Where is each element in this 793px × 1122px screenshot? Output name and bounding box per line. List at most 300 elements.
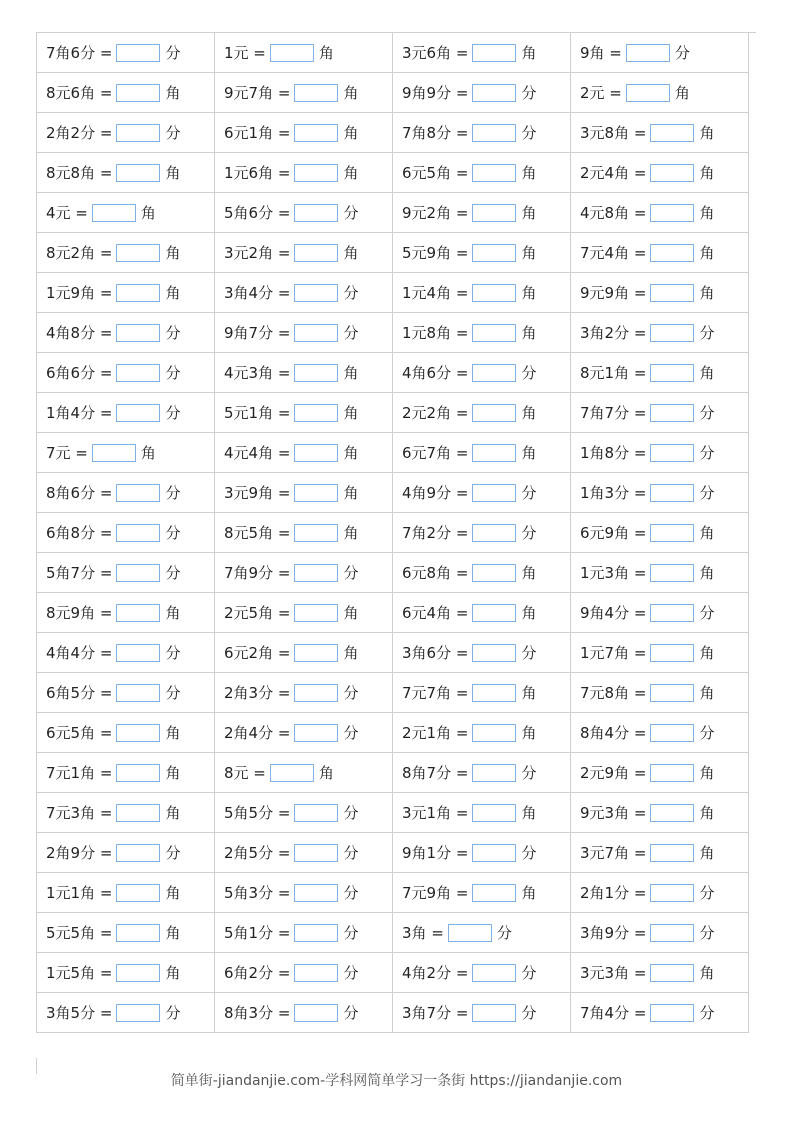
answer-box[interactable]: [650, 364, 694, 382]
answer-unit: 角: [521, 684, 537, 702]
answer-box[interactable]: [472, 284, 516, 302]
exercise-expression: 9元7角 =: [224, 84, 291, 102]
exercise-expression: 3角2分 =: [580, 324, 647, 342]
exercise-cell: [215, 153, 393, 193]
exercise-expression: 1元 =: [224, 44, 266, 62]
exercise-cell: [571, 393, 749, 433]
exercise-cell: [215, 393, 393, 433]
answer-box[interactable]: [472, 164, 516, 182]
answer-box[interactable]: [116, 844, 160, 862]
answer-box[interactable]: [294, 884, 338, 902]
exercise-cell: [393, 313, 571, 353]
answer-unit: 角: [521, 244, 537, 262]
answer-box[interactable]: [294, 524, 338, 542]
answer-unit: 角: [699, 844, 715, 862]
exercise-cell: [393, 713, 571, 753]
answer-unit: 分: [699, 724, 715, 742]
exercise-expression: 4角4分 =: [46, 644, 113, 662]
exercise-cell: [37, 273, 215, 313]
exercise-expression: 9角7分 =: [224, 324, 291, 342]
answer-box[interactable]: [472, 524, 516, 542]
answer-box[interactable]: [650, 684, 694, 702]
exercise-cell: [393, 433, 571, 473]
answer-box[interactable]: [294, 244, 338, 262]
exercise-cell: [215, 273, 393, 313]
exercise-cell: [37, 793, 215, 833]
answer-unit: 分: [165, 44, 181, 62]
exercise-row: [37, 153, 749, 193]
answer-unit: 角: [521, 164, 537, 182]
exercise-expression: 1元4角 =: [402, 284, 469, 302]
exercise-expression: 3角7分 =: [402, 1004, 469, 1022]
answer-box[interactable]: [650, 324, 694, 342]
answer-unit: 角: [699, 364, 715, 382]
exercise-cell: [37, 193, 215, 233]
exercise-expression: 8元8角 =: [46, 164, 113, 182]
answer-box[interactable]: [472, 604, 516, 622]
answer-unit: 角: [343, 444, 359, 462]
answer-unit: 分: [521, 364, 537, 382]
answer-box[interactable]: [650, 884, 694, 902]
answer-box[interactable]: [294, 924, 338, 942]
exercise-expression: 7元3角 =: [46, 804, 113, 822]
answer-box[interactable]: [294, 84, 338, 102]
answer-box[interactable]: [650, 164, 694, 182]
answer-unit: 角: [165, 924, 181, 942]
answer-box[interactable]: [116, 804, 160, 822]
answer-box[interactable]: [472, 124, 516, 142]
exercise-cell: [393, 833, 571, 873]
answer-box[interactable]: [116, 364, 160, 382]
answer-box[interactable]: [650, 404, 694, 422]
exercise-expression: 8角3分 =: [224, 1004, 291, 1022]
exercise-expression: 2角4分 =: [224, 724, 291, 742]
exercise-expression: 2元4角 =: [580, 164, 647, 182]
answer-box[interactable]: [270, 764, 314, 782]
exercise-row: [37, 753, 749, 793]
exercise-expression: 7元1角 =: [46, 764, 113, 782]
answer-box[interactable]: [650, 244, 694, 262]
answer-unit: 分: [699, 404, 715, 422]
exercise-expression: 7角9分 =: [224, 564, 291, 582]
answer-box[interactable]: [116, 404, 160, 422]
answer-unit: 分: [521, 84, 537, 102]
answer-box[interactable]: [294, 444, 338, 462]
answer-box[interactable]: [294, 804, 338, 822]
answer-unit: 分: [521, 964, 537, 982]
exercise-cell: [393, 593, 571, 633]
exercise-cell: [571, 273, 749, 313]
answer-box[interactable]: [650, 204, 694, 222]
answer-unit: 角: [165, 764, 181, 782]
exercise-expression: 8角4分 =: [580, 724, 647, 742]
answer-box[interactable]: [472, 324, 516, 342]
exercise-cell: [393, 233, 571, 273]
answer-unit: 角: [521, 884, 537, 902]
answer-box[interactable]: [472, 724, 516, 742]
answer-unit: 分: [699, 1004, 715, 1022]
exercise-expression: 1元9角 =: [46, 284, 113, 302]
answer-unit: 分: [699, 884, 715, 902]
answer-unit: 角: [699, 284, 715, 302]
exercise-expression: 8元6角 =: [46, 84, 113, 102]
answer-box[interactable]: [116, 44, 160, 62]
answer-unit: 分: [165, 524, 181, 542]
answer-unit: 分: [343, 204, 359, 222]
exercise-expression: 5元1角 =: [224, 404, 291, 422]
exercise-cell: [571, 713, 749, 753]
answer-box[interactable]: [294, 124, 338, 142]
answer-box[interactable]: [294, 324, 338, 342]
answer-unit: 角: [521, 204, 537, 222]
answer-box[interactable]: [472, 1004, 516, 1022]
answer-unit: 角: [521, 324, 537, 342]
answer-unit: 角: [699, 204, 715, 222]
exercise-cell: [215, 313, 393, 353]
answer-unit: 角: [521, 564, 537, 582]
exercise-expression: 3元8角 =: [580, 124, 647, 142]
exercise-expression: 3元2角 =: [224, 244, 291, 262]
answer-unit: 分: [343, 1004, 359, 1022]
answer-box[interactable]: [116, 524, 160, 542]
exercise-expression: 3角9分 =: [580, 924, 647, 942]
answer-unit: 分: [343, 564, 359, 582]
exercise-expression: 2元2角 =: [402, 404, 469, 422]
exercise-cell: [215, 633, 393, 673]
exercise-cell: [393, 553, 571, 593]
answer-box[interactable]: [116, 764, 160, 782]
answer-box[interactable]: [650, 604, 694, 622]
answer-box[interactable]: [116, 484, 160, 502]
exercise-expression: 3元9角 =: [224, 484, 291, 502]
exercise-expression: 7元9角 =: [402, 884, 469, 902]
exercise-expression: 9角 =: [580, 44, 622, 62]
answer-box[interactable]: [116, 964, 160, 982]
answer-box[interactable]: [116, 604, 160, 622]
answer-box[interactable]: [472, 684, 516, 702]
exercise-expression: 1角3分 =: [580, 484, 647, 502]
exercise-expression: 4角6分 =: [402, 364, 469, 382]
exercise-expression: 8元2角 =: [46, 244, 113, 262]
answer-box[interactable]: [92, 204, 136, 222]
exercise-cell: [37, 353, 215, 393]
exercise-cell: [215, 593, 393, 633]
answer-unit: 角: [165, 884, 181, 902]
answer-unit: 角: [140, 444, 156, 462]
exercise-expression: 5角3分 =: [224, 884, 291, 902]
exercise-cell: [393, 273, 571, 313]
exercise-expression: 7角7分 =: [580, 404, 647, 422]
exercise-expression: 5角5分 =: [224, 804, 291, 822]
exercise-cell: [215, 833, 393, 873]
exercise-cell: [571, 513, 749, 553]
answer-box[interactable]: [116, 564, 160, 582]
exercise-expression: 5元9角 =: [402, 244, 469, 262]
exercise-table-body: [37, 33, 749, 1033]
exercise-row: [37, 713, 749, 753]
exercise-cell: [37, 393, 215, 433]
exercise-cell: [571, 353, 749, 393]
answer-box[interactable]: [92, 444, 136, 462]
answer-box[interactable]: [472, 84, 516, 102]
exercise-cell: [571, 833, 749, 873]
exercise-row: [37, 953, 749, 993]
exercise-cell: [37, 113, 215, 153]
answer-box[interactable]: [294, 564, 338, 582]
answer-unit: 分: [165, 684, 181, 702]
exercise-cell: [571, 953, 749, 993]
answer-unit: 分: [521, 124, 537, 142]
exercise-cell: [393, 153, 571, 193]
answer-box[interactable]: [650, 804, 694, 822]
exercise-table: [36, 32, 749, 1033]
answer-box[interactable]: [472, 564, 516, 582]
exercise-expression: 2角9分 =: [46, 844, 113, 862]
answer-box[interactable]: [116, 884, 160, 902]
exercise-expression: 3元3角 =: [580, 964, 647, 982]
answer-box[interactable]: [116, 124, 160, 142]
answer-box[interactable]: [472, 964, 516, 982]
answer-box[interactable]: [116, 284, 160, 302]
answer-box[interactable]: [294, 164, 338, 182]
exercise-expression: 3角5分 =: [46, 1004, 113, 1022]
answer-unit: 分: [343, 284, 359, 302]
exercise-expression: 7角2分 =: [402, 524, 469, 542]
exercise-expression: 7元4角 =: [580, 244, 647, 262]
exercise-cell: [393, 753, 571, 793]
answer-box[interactable]: [650, 284, 694, 302]
answer-box[interactable]: [650, 484, 694, 502]
answer-box[interactable]: [650, 764, 694, 782]
answer-box[interactable]: [294, 684, 338, 702]
answer-box[interactable]: [294, 404, 338, 422]
exercise-cell: [215, 113, 393, 153]
exercise-cell: [37, 473, 215, 513]
exercise-expression: 9角4分 =: [580, 604, 647, 622]
answer-unit: 角: [699, 804, 715, 822]
answer-unit: 角: [165, 804, 181, 822]
exercise-row: [37, 313, 749, 353]
exercise-expression: 5角7分 =: [46, 564, 113, 582]
exercise-expression: 6元4角 =: [402, 604, 469, 622]
exercise-row: [37, 433, 749, 473]
answer-unit: 角: [699, 644, 715, 662]
exercise-expression: 1元6角 =: [224, 164, 291, 182]
exercise-expression: 4元4角 =: [224, 444, 291, 462]
exercise-row: [37, 73, 749, 113]
answer-box[interactable]: [116, 644, 160, 662]
answer-unit: 角: [343, 404, 359, 422]
exercise-expression: 5元5角 =: [46, 924, 113, 942]
answer-box[interactable]: [116, 164, 160, 182]
answer-box[interactable]: [472, 644, 516, 662]
exercise-expression: 7元8角 =: [580, 684, 647, 702]
exercise-cell: [571, 993, 749, 1033]
answer-unit: 角: [699, 684, 715, 702]
answer-box[interactable]: [472, 444, 516, 462]
answer-box[interactable]: [116, 724, 160, 742]
answer-box[interactable]: [472, 764, 516, 782]
exercise-cell: [393, 633, 571, 673]
answer-box[interactable]: [448, 924, 492, 942]
exercise-expression: 1角4分 =: [46, 404, 113, 422]
answer-unit: 分: [521, 524, 537, 542]
answer-box[interactable]: [650, 524, 694, 542]
exercise-cell: [393, 193, 571, 233]
answer-unit: 分: [521, 484, 537, 502]
answer-box[interactable]: [472, 844, 516, 862]
answer-box[interactable]: [294, 364, 338, 382]
answer-unit: 角: [343, 524, 359, 542]
exercise-cell: [37, 233, 215, 273]
answer-box[interactable]: [294, 844, 338, 862]
answer-unit: 分: [521, 644, 537, 662]
exercise-cell: [37, 713, 215, 753]
exercise-expression: 4元3角 =: [224, 364, 291, 382]
answer-box[interactable]: [294, 604, 338, 622]
answer-unit: 角: [699, 524, 715, 542]
exercise-expression: 9元2角 =: [402, 204, 469, 222]
exercise-row: [37, 233, 749, 273]
answer-box[interactable]: [116, 244, 160, 262]
answer-box[interactable]: [472, 404, 516, 422]
exercise-expression: 9元3角 =: [580, 804, 647, 822]
answer-unit: 角: [165, 284, 181, 302]
exercise-cell: [571, 553, 749, 593]
answer-box[interactable]: [472, 204, 516, 222]
answer-unit: 角: [699, 164, 715, 182]
exercise-expression: 9元9角 =: [580, 284, 647, 302]
answer-box[interactable]: [116, 684, 160, 702]
exercise-cell: [393, 913, 571, 953]
exercise-expression: 9角9分 =: [402, 84, 469, 102]
answer-box[interactable]: [650, 644, 694, 662]
answer-box[interactable]: [472, 884, 516, 902]
exercise-cell: [393, 33, 571, 73]
exercise-cell: [37, 833, 215, 873]
answer-unit: 角: [165, 724, 181, 742]
exercise-expression: 6元8角 =: [402, 564, 469, 582]
answer-unit: 角: [165, 164, 181, 182]
answer-unit: 分: [165, 124, 181, 142]
exercise-expression: 2角1分 =: [580, 884, 647, 902]
answer-box[interactable]: [650, 444, 694, 462]
answer-box[interactable]: [626, 44, 670, 62]
answer-box[interactable]: [472, 484, 516, 502]
answer-box[interactable]: [650, 124, 694, 142]
exercise-expression: 3元1角 =: [402, 804, 469, 822]
answer-box[interactable]: [650, 564, 694, 582]
answer-box[interactable]: [472, 804, 516, 822]
answer-box[interactable]: [626, 84, 670, 102]
exercise-cell: [571, 473, 749, 513]
exercise-row: [37, 873, 749, 913]
exercise-cell: [571, 593, 749, 633]
exercise-cell: [37, 313, 215, 353]
exercise-cell: [571, 873, 749, 913]
exercise-cell: [393, 353, 571, 393]
answer-box[interactable]: [650, 844, 694, 862]
answer-unit: 角: [521, 804, 537, 822]
exercise-cell: [215, 433, 393, 473]
exercise-cell: [571, 633, 749, 673]
exercise-expression: 2元9角 =: [580, 764, 647, 782]
exercise-row: [37, 33, 749, 73]
answer-box[interactable]: [294, 724, 338, 742]
exercise-cell: [571, 193, 749, 233]
answer-unit: 角: [521, 44, 537, 62]
exercise-cell: [571, 113, 749, 153]
answer-box[interactable]: [116, 84, 160, 102]
answer-unit: 分: [521, 1004, 537, 1022]
answer-unit: 分: [521, 764, 537, 782]
exercise-cell: [215, 73, 393, 113]
answer-box[interactable]: [472, 364, 516, 382]
answer-box[interactable]: [472, 44, 516, 62]
answer-unit: 角: [674, 84, 690, 102]
answer-box[interactable]: [116, 324, 160, 342]
answer-box[interactable]: [294, 484, 338, 502]
answer-box[interactable]: [650, 924, 694, 942]
footer-text: 简单街-jiandanjie.com-学科网简单学习一条街 https://jiandanjie.com: [170, 1073, 623, 1089]
answer-box[interactable]: [294, 964, 338, 982]
answer-unit: 分: [343, 964, 359, 982]
exercise-expression: 8元1角 =: [580, 364, 647, 382]
top-edge-rule: [748, 32, 756, 33]
answer-box[interactable]: [116, 924, 160, 942]
exercise-row: [37, 553, 749, 593]
exercise-cell: [215, 913, 393, 953]
exercise-expression: 5角6分 =: [224, 204, 291, 222]
answer-unit: 角: [521, 444, 537, 462]
exercise-row: [37, 993, 749, 1033]
exercise-cell: [215, 953, 393, 993]
exercise-expression: 6元7角 =: [402, 444, 469, 462]
exercise-expression: 3角6分 =: [402, 644, 469, 662]
exercise-expression: 6元1角 =: [224, 124, 291, 142]
exercise-expression: 2元1角 =: [402, 724, 469, 742]
exercise-expression: 1元7角 =: [580, 644, 647, 662]
answer-unit: 角: [521, 604, 537, 622]
answer-box[interactable]: [116, 1004, 160, 1022]
answer-unit: 角: [343, 164, 359, 182]
exercise-cell: [37, 753, 215, 793]
exercise-cell: [215, 673, 393, 713]
exercise-cell: [37, 673, 215, 713]
answer-unit: 角: [699, 764, 715, 782]
exercise-cell: [571, 753, 749, 793]
exercise-row: [37, 673, 749, 713]
exercise-expression: 6角6分 =: [46, 364, 113, 382]
answer-box[interactable]: [294, 284, 338, 302]
answer-unit: 分: [699, 924, 715, 942]
exercise-cell: [393, 113, 571, 153]
answer-box[interactable]: [472, 244, 516, 262]
answer-box[interactable]: [650, 964, 694, 982]
exercise-expression: 2角2分 =: [46, 124, 113, 142]
answer-box[interactable]: [294, 204, 338, 222]
answer-box[interactable]: [650, 724, 694, 742]
exercise-row: [37, 593, 749, 633]
answer-box[interactable]: [294, 1004, 338, 1022]
answer-box[interactable]: [270, 44, 314, 62]
exercise-cell: [37, 633, 215, 673]
answer-unit: 角: [343, 244, 359, 262]
answer-box[interactable]: [650, 1004, 694, 1022]
answer-box[interactable]: [294, 644, 338, 662]
answer-unit: 角: [343, 484, 359, 502]
exercise-cell: [571, 913, 749, 953]
